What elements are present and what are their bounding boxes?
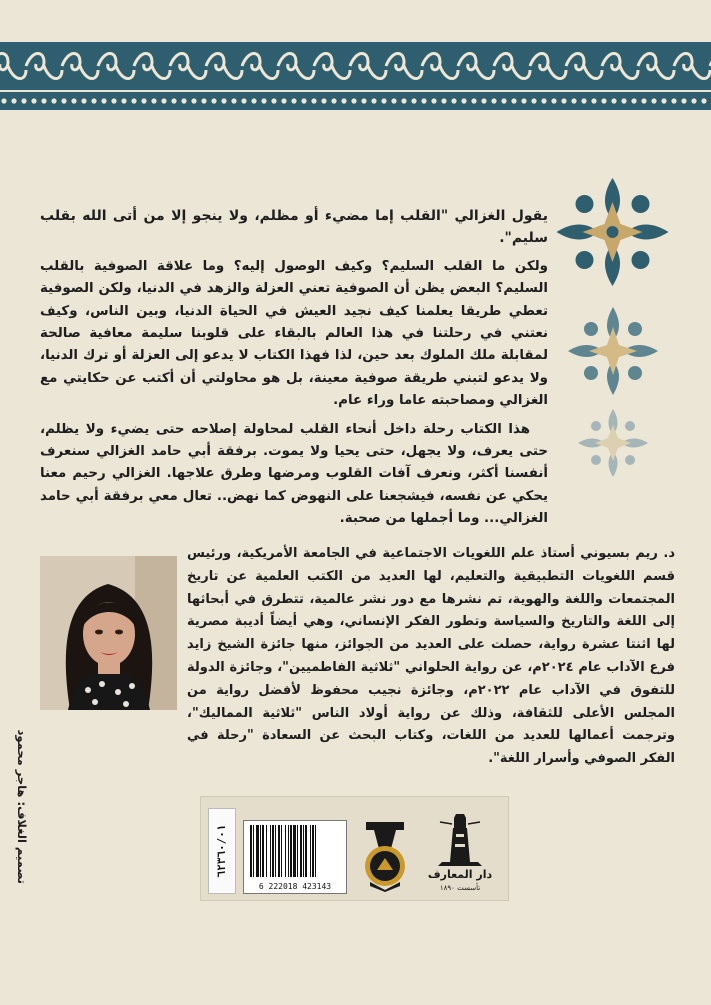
decorative-border-band <box>0 0 711 120</box>
author-photo <box>40 556 177 710</box>
publisher-logo <box>420 812 500 898</box>
ornament-medium <box>567 306 659 396</box>
barcode-number: 6 222018 423143 <box>258 882 332 891</box>
publisher-founded: تأسست ١٨٩٠ <box>439 884 481 892</box>
back-cover-text <box>40 205 548 537</box>
ornament-small <box>577 408 649 478</box>
isbn-text: ٦٢٣٦٠/٠١ <box>215 824 228 878</box>
quote-line: يقول الغزالي "القلب إما مضيء أو مظلم، ولا ينجو إلا من أتى الله بقلب سليم". <box>40 208 548 247</box>
award-badge-icon <box>360 820 410 892</box>
author-bio: د. ريم بسيوني أستاذ علم اللغويات الاجتماعية في الجامعة الأمريكية، ورئيس قسم اللغويات التطبيقية والتعليم، لها العديد من الكتب العلمية عن تاريخ المجتمعات واللغة والهوية، تم نشرها مع دور نشر عالمية، تتطرق في أبحاثها إلى اللغة والتاريخ والسياسة وتطور الفكر الإنساني، وهي أيضاً أديبة مصرية لها اثنتا عشرة رواية، حصلت على العديد من الجوائز، منها جائزة الشيخ زايد فرع الآداب عام ٢٠٢٤م، عن رواية الحلواني "ثلاثية الفاطميين"، وجائزة الدولة للتفوق في الآداب عام ٢٠٢٢م، وجائزة نجيب محفوظ لأفضل رواية من المجلس الأعلى للثقافة، وذلك عن رواية أولاد الناس "ثلاثية المماليك"، وترجمت أعمالها للعديد من اللغات، وكتاب البحث عن السعادة "رحلة في الفكر الصوفي وأسرار اللغة". <box>187 546 675 767</box>
barcode <box>243 820 347 894</box>
publisher-name: دار المعارف <box>427 868 493 881</box>
ornament-large <box>555 176 670 288</box>
paragraph-2: هذا الكتاب رحلة داخل أنحاء القلب لمحاولة إصلاحه حتى يضيء ولا يظلم، حتى يعرف، ولا يجهل، حتى يحيا ولا يموت. برفقة أبي حامد الغزالي سنعرف أنفسنا أكثر، ونعرف آفات القلوب ومرضها وطرق علاجها. الغزالي رحيم معنا يحكي عن نفسه، فيشجعنا على النهوض كما نهض.. تعال معي برفقة أبي حامد الغزالي... وما أجملها من صحبة. <box>40 421 548 527</box>
paragraph-1: ولكن ما القلب السليم؟ وكيف الوصول إليه؟ وما علاقة الصوفية بالقلب السليم؟ البعض يظن أن الصوفية تعني العزلة والزهد في الدنيا، ولكن الصوفية تعطي طريقا يعلمنا كيف نجيد العيش في الحياة الدنيا، وبين الناس، وكيف نعتني في رحلتنا في هذا العالم بالبقاء على قلوبنا سليمة معافية صالحة لمقابلة ملك الملوك بعد حين، لذا فهذا الكتاب لا يدعو إلى العزلة أو ترك الدنيا، ولا يدعو لتبني طريقة صوفية معينة، بل هو محاولتي أن أكتب عن حكايتي مع الغزالي ومصاحبته عاما وراء عام. <box>40 258 548 409</box>
lighthouse-icon <box>420 812 500 868</box>
barcode-bars <box>244 821 346 881</box>
isbn-label <box>208 808 236 894</box>
cover-designer-credit: تصميم الغلاف: هاجر محمود <box>15 729 29 884</box>
